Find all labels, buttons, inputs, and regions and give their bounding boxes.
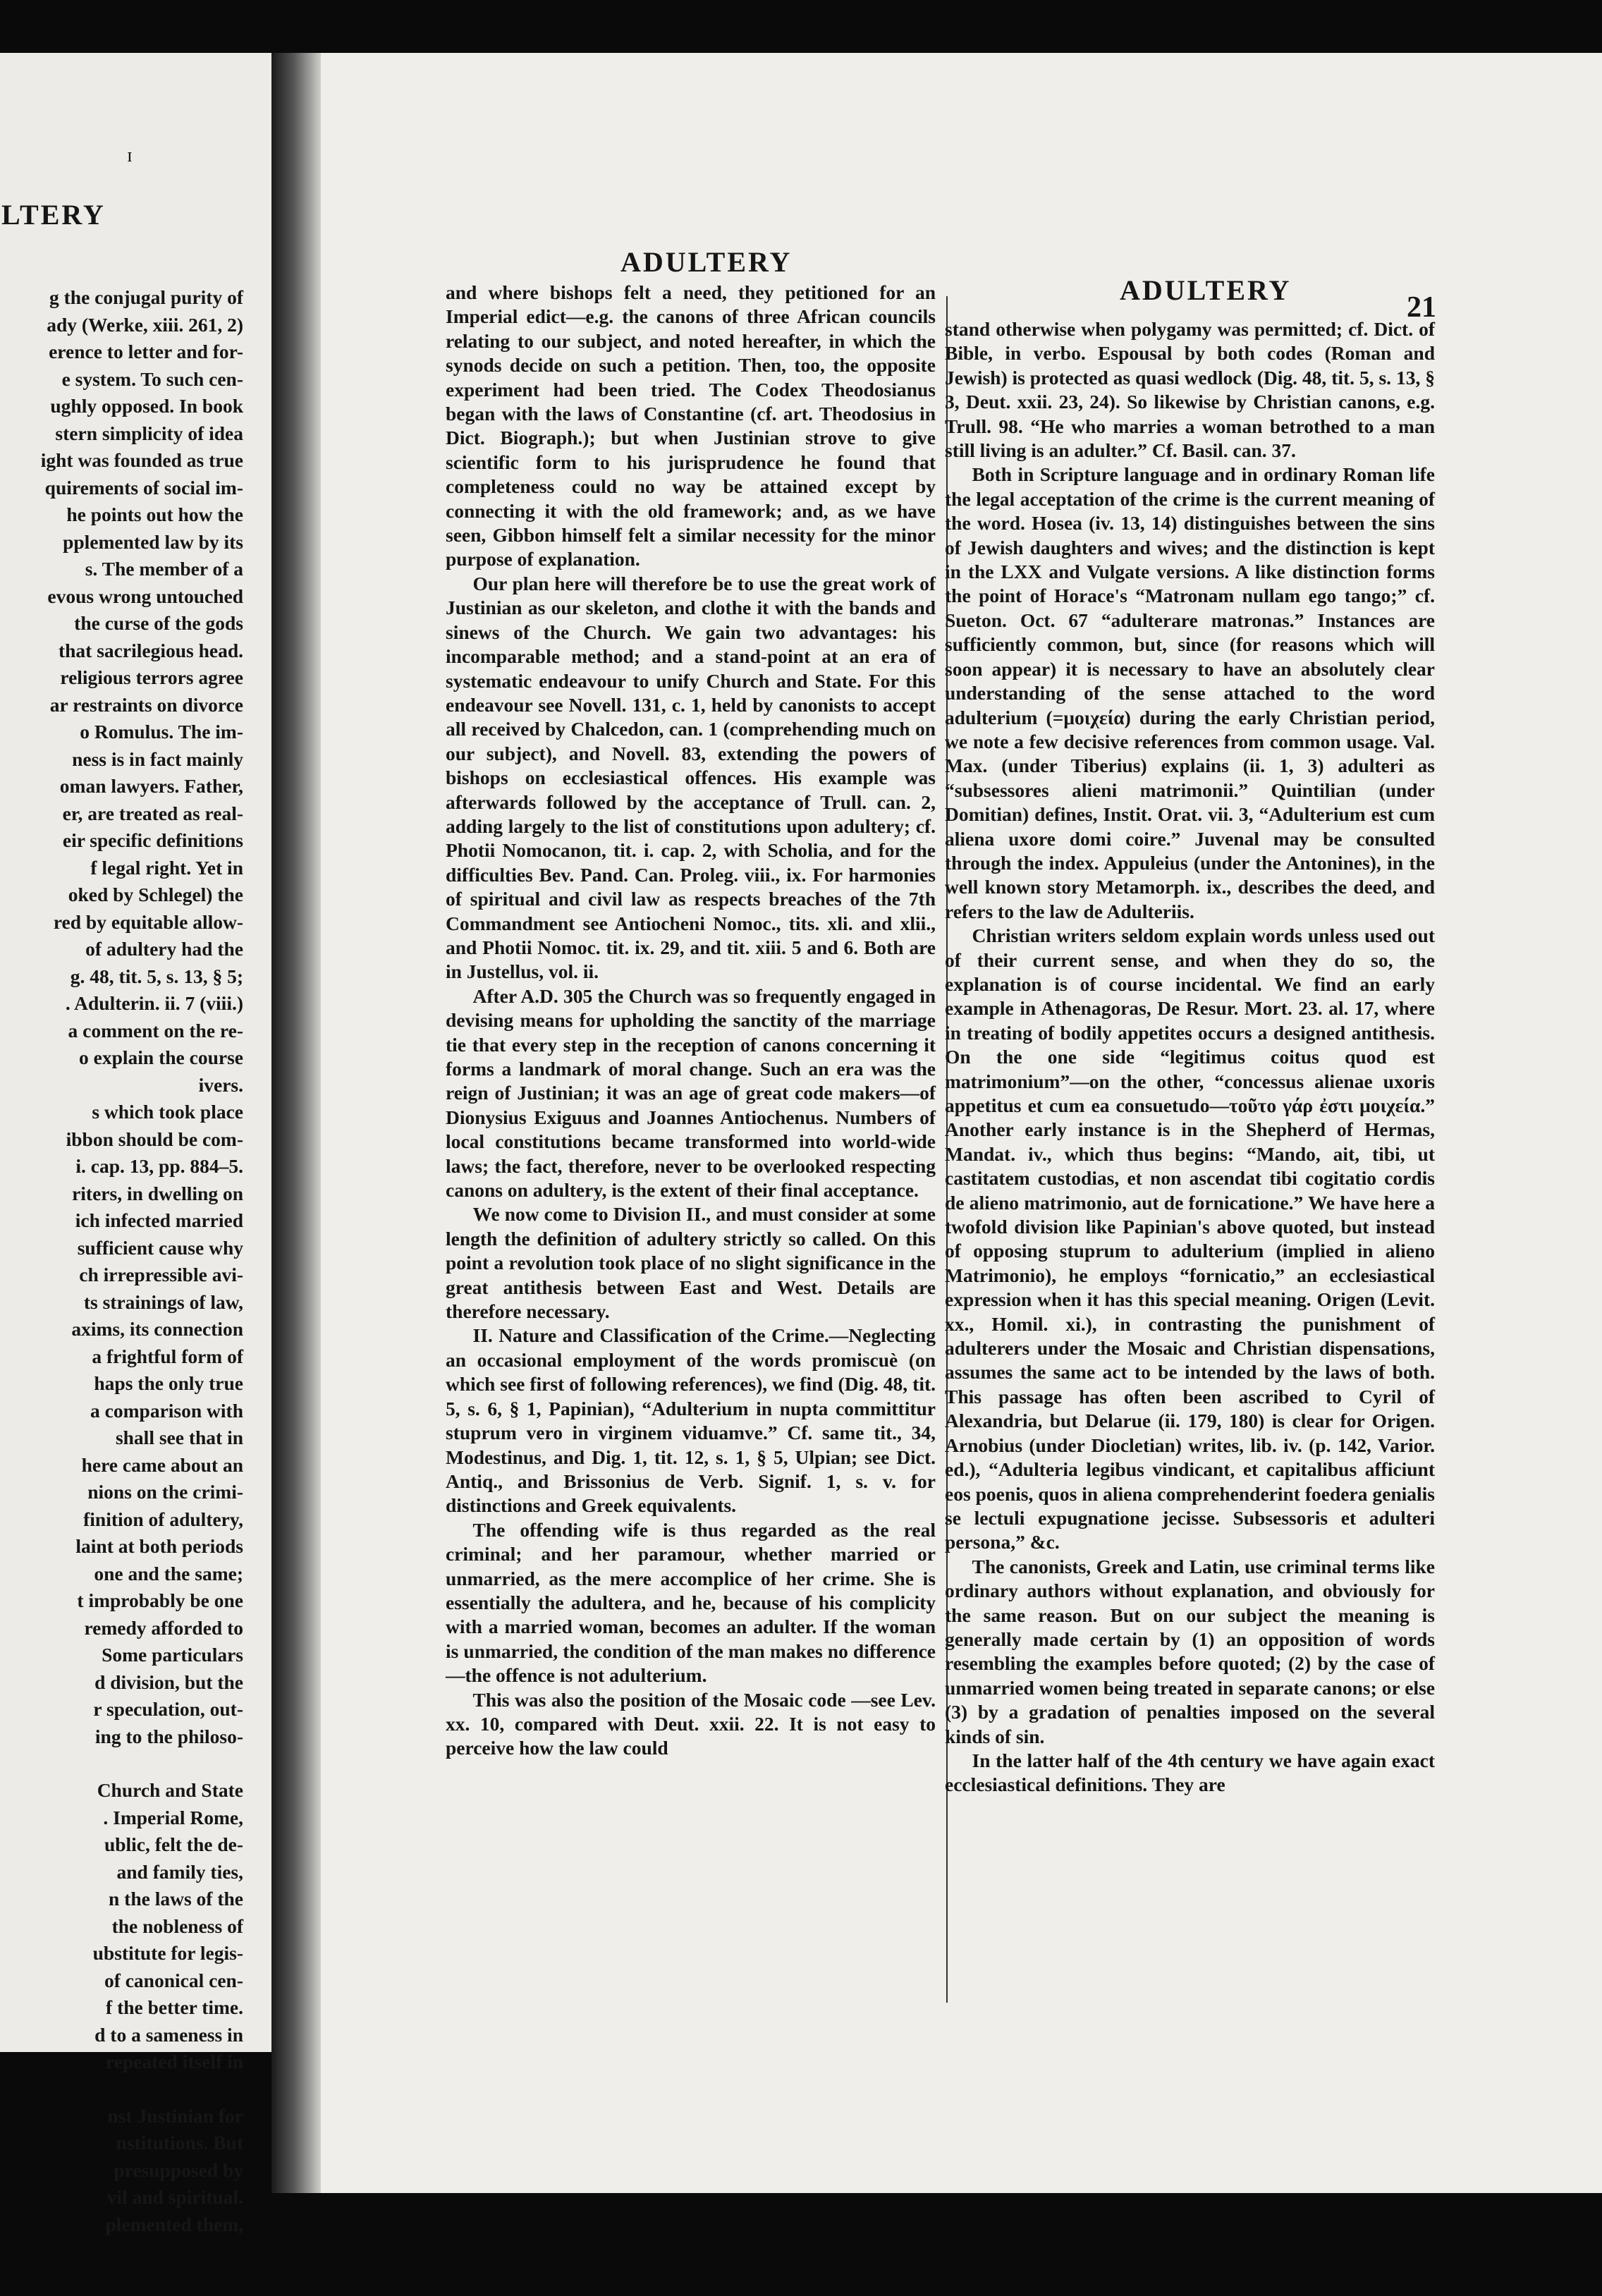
left-page-line: nions on the crimi-: [87, 1481, 243, 1503]
left-page-line: s. The member of a: [85, 558, 243, 580]
left-page-line: g the conjugal purity of: [49, 286, 243, 308]
left-page-line: sufficient cause why: [77, 1236, 243, 1259]
page-gutter: [271, 53, 321, 2193]
left-page-line: ts strainings of law,: [83, 1290, 243, 1313]
left-page-line: religious terrors agree: [60, 666, 243, 688]
left-page-line: stern simplicity of idea: [55, 422, 243, 444]
left-page-line: ight was founded as true: [40, 449, 243, 471]
left-page-line: n the laws of the: [109, 1888, 243, 1910]
left-page-line: nstitutions. But: [116, 2132, 243, 2154]
left-page-line: remedy afforded to: [84, 1616, 243, 1639]
left-page-line: ch irrepressible avi-: [79, 1264, 243, 1286]
left-page-line: erence to letter and for-: [49, 341, 243, 362]
left-page-line: t improbably be one: [77, 1589, 243, 1611]
left-page-line: Some particulars: [102, 1644, 243, 1666]
paragraph: After A.D. 305 the Church was so frequently engaged in devising means for upholding the sanctity of the marriage tie that every step in the reception of canons concerning it forms a landmark of moral change. Such an era was the reign of Justinian; it was an age of great code makers—of Dionysius Exiguus and Joannes Antiochenus. Numbers of local constitutions became transformed into world-wide laws; the fact, therefore, never to be overlooked respecting canons on adultery, is the extent of their final acceptance.: [446, 984, 936, 1202]
left-page-line: a comment on the re-: [68, 1019, 243, 1042]
left-page-line: . Adulterin. ii. 7 (viii.): [65, 992, 243, 1014]
left-page-line: d division, but the: [94, 1671, 243, 1693]
left-page-line: ublic, felt the de-: [104, 1833, 243, 1855]
left-page-line: ady (Werke, xiii. 261, 2): [47, 313, 243, 336]
left-page-line: the nobleness of: [111, 1915, 243, 1937]
left-page-line: of canonical cen-: [104, 1969, 243, 1991]
left-page-line: e system. To such cen-: [61, 367, 243, 390]
left-page-line: f the better time.: [106, 1996, 243, 2018]
left-page-line: ughly opposed. In book: [50, 395, 243, 417]
left-page-line: oman lawyers. Father,: [59, 775, 243, 797]
left-page-line: axims, its connection: [71, 1318, 243, 1340]
left-page-line: riters, in dwelling on: [72, 1182, 243, 1204]
left-page-line: shall see that in: [115, 1427, 243, 1448]
left-page-line: d to a sameness in: [94, 2023, 243, 2046]
paragraph: The canonists, Greek and Latin, use criminal terms like ordinary authors without explanation, and obviously for the same reason. But on our subject the meaning is generally made certain by (1) an opposition of words resembling the examples before quoted; (2) by the case of unmarried women being treated in separate canons; or else (3) by a gradation of penalties imposed on the several kinds of sin.: [945, 1555, 1435, 1747]
paragraph: Both in Scripture language and in ordinary Roman life the legal acceptation of the crime is the current meaning of the word. Hosea (iv. 13, 14) distinguishes between the sins of Jewish daughters and wives; and the distinction is kept in the LXX and Vulgate versions. A like distinction forms the point of Horace's “Matronam nullam ego tango;” cf. Sueton. Oct. 67 “adulterare matronas.” Instances are sufficiently common, but, since (for reasons which will soon appear) it is necessary to have an absolutely clear understanding of the sense attached to the word adulterium (=μοιχεία) during the early Christian period, we note a few decisive references from common usage. Val. Max. (under Tiberius) explains (ii. 1, 3) adulteri as “subsessores alieni matrimonii.” Quintilian (under Domitian) defines, Instit. Orat. vii. 3, “Adulterium est cum aliena uxore domi coire.” Juvenal may be consulted through the index. Appuleius (under the Antonines), in the well known story Metamorph. ix., describes the deed, and refers to the law de Adulteriis.: [945, 463, 1435, 922]
left-page-line: he points out how the: [66, 503, 243, 525]
left-page-line: repeated itself in: [105, 2051, 243, 2072]
left-page-line: Church and State: [97, 1779, 243, 1801]
left-page-line: ibbon should be com-: [66, 1128, 243, 1150]
left-running-head: LTERY: [1, 199, 106, 231]
left-page-line: plemented them,: [105, 2213, 243, 2235]
paragraph: Our plan here will therefore be to use the great work of Justinian as our skeleton, and clothe it with the bands and sinews of the Church. We gain two advantages: his incomparable method; and a stand-point at an era of systematic endeavour to unify Church and State. For this endeavour see Novell. 131, c. 1, held by canonists to accept all received by Chalcedon, can. 1 (comprehending much on our subject), and Novell. 83, extending the powers of bishops on ecclesiastical offences. His example was afterwards followed by the acceptance of Trull. can. 2, adding largely to the list of constitutions upon adultery; cf. Photii Nomocanon, tit. i. cap. 2, with Scholia, and for the difficulties Bev. Pand. Can. Proleg. viii., ix. For harmonies of spiritual and civil law as respects breaches of the 7th Commandment see Antiocheni Nomoc., tits. xli. and xlii., and Photii Nomoc. tit. ix. 29, and tit. xiii. 5 and 6. Both are in Justellus, vol. ii.: [446, 572, 936, 983]
left-page-line: of adultery had the: [85, 938, 243, 960]
paragraph: and where bishops felt a need, they petitioned for an Imperial edict—e.g. the canons of three African councils relating to our subject, and noted hereafter, in which the synods decide on such a petition. Then, too, the opposite experiment had been tried. The Codex Theodosianus began with the laws of Constantine (cf. art. Theodosius in Dict. Biograph.); but when Justinian strove to give scientific form to his jurisprudence he found that completeness could no way be attained except by connecting it with the old framework; and, as we have seen, Gibbon himself felt a similar necessity for the minor purpose of explanation.: [446, 281, 936, 570]
paragraph: II. Nature and Classification of the Crime.—Neglecting an occasional employment of the words promiscuè (on which see first of following references), we find (Dig. 48, tit. 5, s. 6, § 1, Papinian), “Adulterium in nupta committitur stuprum vero in virginem viduamve.” Cf. same tit., 34, Modestinus, and Dig. 1, tit. 12, s. 1, § 5, Ulpian; see Dict. Antiq., and Brissonius de Verb. Signif. 1, s. v. for distinctions and Greek equivalents.: [446, 1324, 936, 1517]
left-page-line: presupposed by: [114, 2158, 243, 2181]
running-head-left: ADULTERY: [620, 246, 793, 278]
left-page-line: the curse of the gods: [74, 612, 243, 634]
left-page-line: r speculation, out-: [93, 1698, 243, 1720]
paragraph: Christian writers seldom explain words unless used out of their current sense, and when they do so, the explanation is of course incidental. We find an early example in Athenagoras, De Resur. Mort. 23. al. 17, where in treating of bodily appetites occurs a designed antithesis. On the one side “legitimus coitus quod est matrimonium”—on the other, “concessus alienae uxoris appetitus et cum ea consuetudo—τοῦτο γάρ ἐστι μοιχεία.” Another early instance is in the Shepherd of Hermas, Mandat. iv., which thus begins: “Mando, ait, tibi, ut castitatem custodias, et non ascendat tibi cogitatio cordis de alieno matrimonio, aut de fornicatione.” We have here a twofold division like Papinian's above quoted, but instead of opposing stuprum to adulterium (implied in alieno Matrimonio), he employs “fornicatio,” an ecclesiastical expression when it has this special meaning. Origen (Levit. xx., Homil. xi.), in contrasting the punishment of adulterers under the Mosaic and Christian dispensations, assumes the same act to be intended by the laws of both. This passage has often been ascribed to Cyril of Alexandria, but Delarue (ii. 179, 180) is clear for Origen. Arnobius (under Diocletian) writes, lib. iv. (p. 142, Varior. ed.), “Adulteria legibus vindicant, et capitalibus afficiunt eos poenis, quos in aliena comprehenderint foedera genialis se lectuli expugnatione jecisse. Subsessoris et adulteri persona,” &c.: [945, 924, 1435, 1553]
left-page-line: er, are treated as real-: [62, 802, 243, 824]
left-page-line: o Romulus. The im-: [80, 721, 243, 743]
left-page-line: ness is in fact mainly: [72, 747, 243, 770]
left-page-line: s which took place: [92, 1101, 243, 1123]
left-page-line: vil and spiritual.: [106, 2186, 243, 2208]
left-page-line: ing to the philoso-: [94, 1725, 243, 1747]
left-page-line: a comparison with: [90, 1399, 243, 1422]
paragraph: This was also the position of the Mosaic code —see Lev. xx. 10, compared with Deut. xxii. 22. It is not easy to perceive how the law could: [446, 1688, 936, 1759]
running-head-right: ADULTERY: [1120, 274, 1292, 306]
left-page-line: a frightful form of: [92, 1345, 243, 1367]
left-page-line: ich infected married: [75, 1209, 243, 1231]
left-page: [0, 53, 317, 2235]
page-number: 21: [1407, 291, 1436, 324]
left-page-line: laint at both periods: [75, 1535, 243, 1557]
paragraph: stand otherwise when polygamy was permitted; cf. Dict. of Bible, in verbo. Espousal by both codes (Roman and Jewish) is protected as quasi wedlock (Dig. 48, tit. 5, s. 13, § 3, Deut. xxii. 23, 24). So likewise by Christian canons, e.g. Trull. 98. “He who marries a woman betrothed to a man still living is an adulter.” Cf. Basil. can. 37.: [945, 318, 1435, 462]
page-mark: ɪ: [127, 145, 133, 166]
left-page-line: eir specific definitions: [62, 829, 243, 851]
line-gap: [0, 2076, 243, 2103]
left-page-line: pplemented law by its: [63, 530, 243, 553]
left-page-column: [0, 284, 243, 2238]
left-page-line: red by equitable allow-: [53, 910, 243, 933]
text-column-2: [945, 317, 1435, 2073]
paragraph: In the latter half of the 4th century we have again exact ecclesiastical definitions. They are: [945, 1749, 1435, 1796]
left-page-line: g. 48, tit. 5, s. 13, § 5;: [70, 965, 243, 987]
left-page-line: ubstitute for legis-: [92, 1942, 243, 1964]
paragraph: We now come to Division II., and must consider at some length the definition of adultery strictly so called. On this point a revolution took place of no slight significance in the great antithesis between East and West. Details are therefore necessary.: [446, 1203, 936, 1323]
left-page-line: and family ties,: [116, 1860, 243, 1883]
left-page-line: o explain the course: [79, 1046, 243, 1068]
paragraph: The offending wife is thus regarded as the real criminal; and her paramour, whether married or unmarried, as the mere accomplice of her crime. She is essentially the adultera, and he, because of his complicity with a married woman, becomes an adulter. If the woman is unmarried, the condition of the man makes no difference—the offence is not adulterium.: [446, 1518, 936, 1687]
left-page-line: ivers.: [198, 1073, 243, 1096]
text-column-1: [446, 281, 936, 2044]
left-page-line: nst Justinian for: [107, 2104, 243, 2127]
left-page-line: that sacrilegious head.: [58, 639, 243, 661]
left-page-line: . Imperial Rome,: [103, 1806, 243, 1828]
left-page-line: one and the same;: [94, 1562, 243, 1584]
left-page-line: haps the only true: [94, 1372, 243, 1394]
left-page-line: here came about an: [81, 1453, 243, 1476]
left-page-line: ar restraints on divorce: [49, 693, 243, 716]
left-page-line: i. cap. 13, pp. 884–5.: [75, 1155, 243, 1177]
left-page-line: finition of adultery,: [83, 1508, 243, 1530]
left-page-line: evous wrong untouched: [47, 585, 243, 607]
left-page-line: f legal right. Yet in: [90, 856, 243, 879]
left-page-line: oked by Schlegel) the: [68, 884, 243, 905]
left-page-line: quirements of social im-: [44, 476, 243, 499]
line-gap: [0, 1750, 243, 1777]
